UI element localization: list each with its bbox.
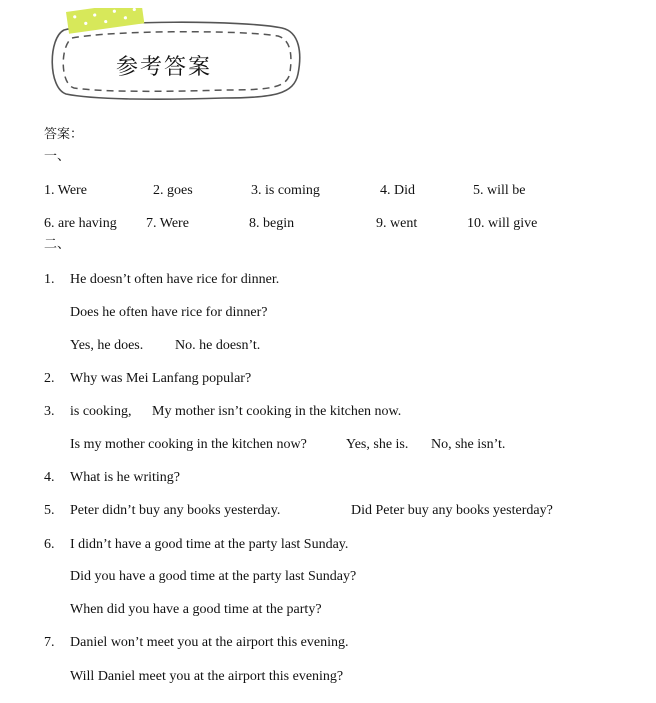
answer-10: 10. will give bbox=[467, 216, 538, 231]
answer-5: 5. will be bbox=[473, 183, 526, 198]
answers-label: 答案： bbox=[44, 127, 84, 142]
item-3-number: 3. bbox=[44, 404, 55, 419]
item-1-number: 1. bbox=[44, 272, 55, 287]
item-6-line-3: When did you have a good time at the party? bbox=[70, 602, 322, 617]
item-7-number: 7. bbox=[44, 635, 55, 650]
item-3-line-1: is cooking, bbox=[70, 404, 132, 419]
item-3-line-4: Yes, she is. bbox=[346, 437, 409, 452]
item-6-line-2: Did you have a good time at the party last Sunday? bbox=[70, 569, 357, 584]
item-3-line-3: Is my mother cooking in the kitchen now? bbox=[70, 437, 307, 452]
item-4-line-1: What is he writing? bbox=[70, 470, 181, 485]
item-5-line-1: Peter didn’t buy any books yesterday. bbox=[70, 503, 281, 518]
answer-3: 3. is coming bbox=[251, 183, 320, 198]
item-6-line-1: I didn’t have a good time at the party last Sunday. bbox=[70, 537, 349, 552]
item-3-line-2: My mother isn’t cooking in the kitchen now. bbox=[152, 404, 402, 419]
item-2-line-1: Why was Mei Lanfang popular? bbox=[70, 371, 252, 386]
section-2-label: 二、 bbox=[44, 237, 71, 252]
section-1-label: 一、 bbox=[44, 149, 71, 164]
answer-9: 9. went bbox=[376, 216, 418, 231]
answer-2: 2. goes bbox=[153, 183, 193, 198]
item-6-number: 6. bbox=[44, 537, 55, 552]
item-1-line-2: Does he often have rice for dinner? bbox=[70, 305, 268, 320]
item-2-number: 2. bbox=[44, 371, 55, 386]
item-5-line-2: Did Peter buy any books yesterday? bbox=[351, 503, 553, 518]
item-4-number: 4. bbox=[44, 470, 55, 485]
answer-4: 4. Did bbox=[380, 183, 415, 198]
washi-tape bbox=[66, 8, 144, 34]
item-7-line-2: Will Daniel meet you at the airport this evening? bbox=[70, 669, 344, 684]
item-7-line-1: Daniel won’t meet you at the airport this evening. bbox=[70, 635, 349, 650]
item-1-line-3: Yes, he does. bbox=[70, 338, 144, 353]
answer-8: 8. begin bbox=[249, 216, 295, 231]
item-1-line-1: He doesn’t often have rice for dinner. bbox=[70, 272, 280, 287]
item-5-number: 5. bbox=[44, 503, 55, 518]
answer-7: 7. Were bbox=[146, 216, 189, 231]
item-3-line-5: No, she isn’t. bbox=[431, 437, 506, 452]
answer-6: 6. are having bbox=[44, 216, 117, 231]
answer-1: 1. Were bbox=[44, 183, 87, 198]
item-1-line-4: No. he doesn’t. bbox=[175, 338, 261, 353]
page-title: 参考答案 bbox=[116, 55, 213, 80]
